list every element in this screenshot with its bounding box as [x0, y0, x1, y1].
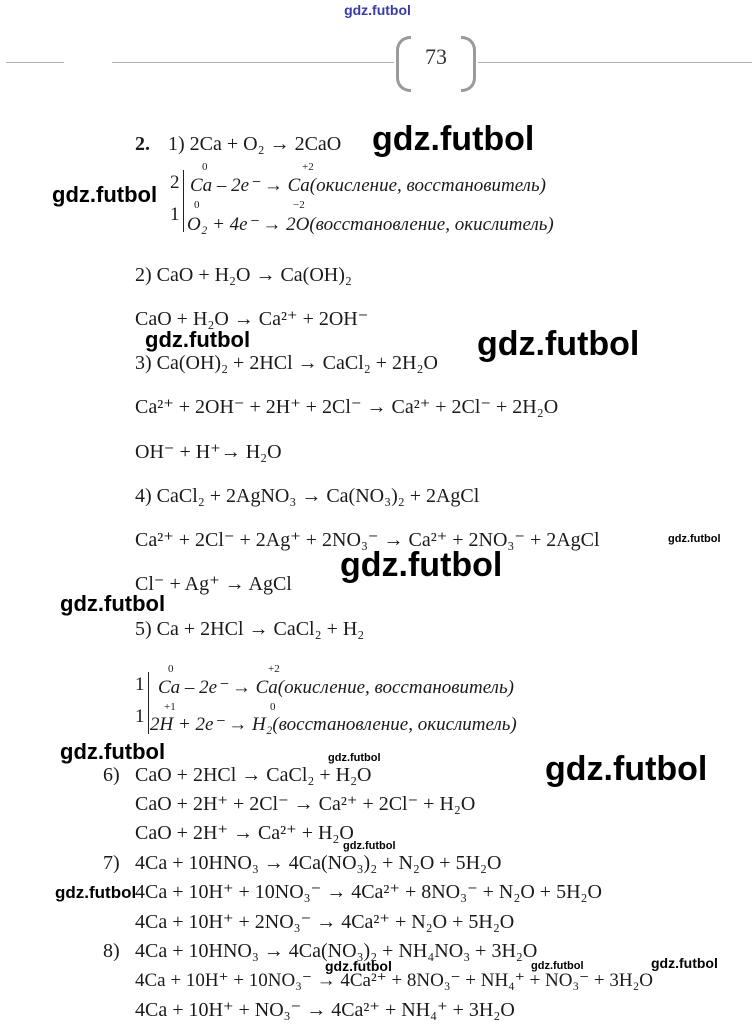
header-rule-left	[112, 62, 394, 63]
ox-state: +1	[164, 701, 176, 713]
watermark: gdz.futbol	[328, 752, 381, 764]
watermark: gdz.futbol	[52, 182, 158, 207]
reaction-6: CaO + 2HCl → CaCl₂ + H₂O	[135, 764, 372, 786]
watermark: gdz.futbol	[372, 120, 535, 158]
watermark: gdz.futbol	[651, 955, 718, 971]
watermark: gdz.futbol	[545, 750, 708, 788]
reaction-6-number: 6)	[103, 764, 120, 786]
reaction-8-number: 8)	[103, 940, 120, 962]
watermark: gdz.futbol	[531, 960, 584, 972]
reaction-8-short-ionic: 4Ca + 10H⁺ + NO₃⁻ → 4Ca²⁺ + NH₄⁺ + 3H₂O	[135, 999, 515, 1021]
reaction-6-short-ionic: CaO + 2H⁺ → Ca²⁺ + H₂O	[135, 822, 354, 844]
reaction-5: 5) Ca + 2HCl → CaCl₂ + H₂	[135, 618, 365, 640]
balance-bar	[148, 672, 149, 734]
reaction-2: 2) CaO + H₂O → Ca(OH)₂	[135, 264, 352, 286]
reaction-3-short-ionic: OH⁻ + H⁺→ H₂O	[135, 441, 282, 463]
reaction-6-full-ionic: CaO + 2H⁺ + 2Cl⁻ → Ca²⁺ + 2Cl⁻ + H₂O	[135, 793, 476, 815]
reaction-4: 4) CaCl₂ + 2AgNO₃ → Ca(NO₃)₂ + 2AgCl	[135, 485, 480, 507]
r5-e2-coef: 1	[135, 706, 145, 727]
r5-electron-2: 2H + 2e⁻ → H₂(восстановление, окислитель)	[150, 714, 517, 735]
watermark: gdz.futbol	[668, 533, 721, 545]
reaction-7: 4Ca + 10HNO₃ → 4Ca(NO₃)₂ + N₂O + 5H₂O	[135, 852, 502, 874]
header-rule-right	[478, 62, 752, 63]
reaction-7-full-ionic: 4Ca + 10H⁺ + 10NO₃⁻ → 4Ca²⁺ + 8NO₃⁻ + N₂O + 5H₂O	[135, 881, 602, 903]
watermark: gdz.futbol	[325, 958, 392, 974]
r5-electron-1: Ca – 2e⁻ → Ca(окисление, восстановитель)	[158, 677, 514, 698]
page-number: 73	[425, 44, 447, 69]
watermark: gdz.futbol	[55, 883, 137, 902]
reaction-8-full-ionic: 4Ca + 10H⁺ + 10NO₃⁻ → 4Ca²⁺ + 8NO₃⁻ + NH₄⁺ + NO₃⁻ + 3H₂O	[135, 970, 653, 991]
reaction-4-short-ionic: Cl⁻ + Ag⁺ → AgCl	[135, 573, 292, 595]
top-watermark: gdz.futbol	[344, 2, 411, 18]
reaction-7-short-ionic: 4Ca + 10H⁺ + 2NO₃⁻ → 4Ca²⁺ + N₂O + 5H₂O	[135, 911, 515, 933]
watermark: gdz.futbol	[343, 840, 396, 852]
reaction-3-full-ionic: Ca²⁺ + 2OH⁻ + 2H⁺ + 2Cl⁻ → Ca²⁺ + 2Cl⁻ + 2H₂O	[135, 396, 559, 418]
r1-e1-coef: 2	[170, 172, 180, 193]
watermark: gdz.futbol	[60, 739, 166, 764]
reaction-2-ionic: CaO + H₂O → Ca²⁺ + 2OH⁻	[135, 308, 369, 330]
task-number: 2.	[135, 133, 150, 155]
ox-state: 0	[270, 701, 276, 713]
r1-electron-2: O₂ + 4e⁻ → 2O(восстановление, окислитель)	[187, 214, 554, 235]
ox-state: +2	[268, 663, 280, 675]
balance-bar	[183, 170, 184, 232]
r1-e2-coef: 1	[170, 204, 180, 225]
watermark: gdz.futbol	[477, 325, 640, 363]
page-number-box	[396, 36, 476, 86]
reaction-4-full-ionic: Ca²⁺ + 2Cl⁻ + 2Ag⁺ + 2NO₃⁻ → Ca²⁺ + 2NO₃⁻ + 2AgCl	[135, 529, 600, 551]
watermark: gdz.futbol	[145, 327, 251, 352]
watermark: gdz.futbol	[340, 546, 503, 584]
watermark: gdz.futbol	[60, 591, 166, 616]
reaction-7-number: 7)	[103, 852, 120, 874]
reaction-3: 3) Ca(OH)₂ + 2HCl → CaCl₂ + 2H₂O	[135, 352, 438, 374]
reaction-8: 4Ca + 10HNO₃ → 4Ca(NO₃)₂ + NH₄NO₃ + 3H₂O	[135, 940, 538, 962]
ox-state: +2	[302, 161, 314, 173]
reaction-1: 1) 2Ca + O₂ → 2CaO	[168, 133, 342, 155]
r1-electron-1: Ca – 2e⁻ → Ca(окисление, восстановитель)	[190, 175, 546, 196]
ox-state: 0	[202, 161, 208, 173]
r5-e1-coef: 1	[135, 674, 145, 695]
ox-state: 0	[194, 199, 200, 211]
header-rule-left-short	[6, 62, 64, 63]
ox-state: −2	[293, 199, 305, 211]
ox-state: 0	[168, 663, 174, 675]
